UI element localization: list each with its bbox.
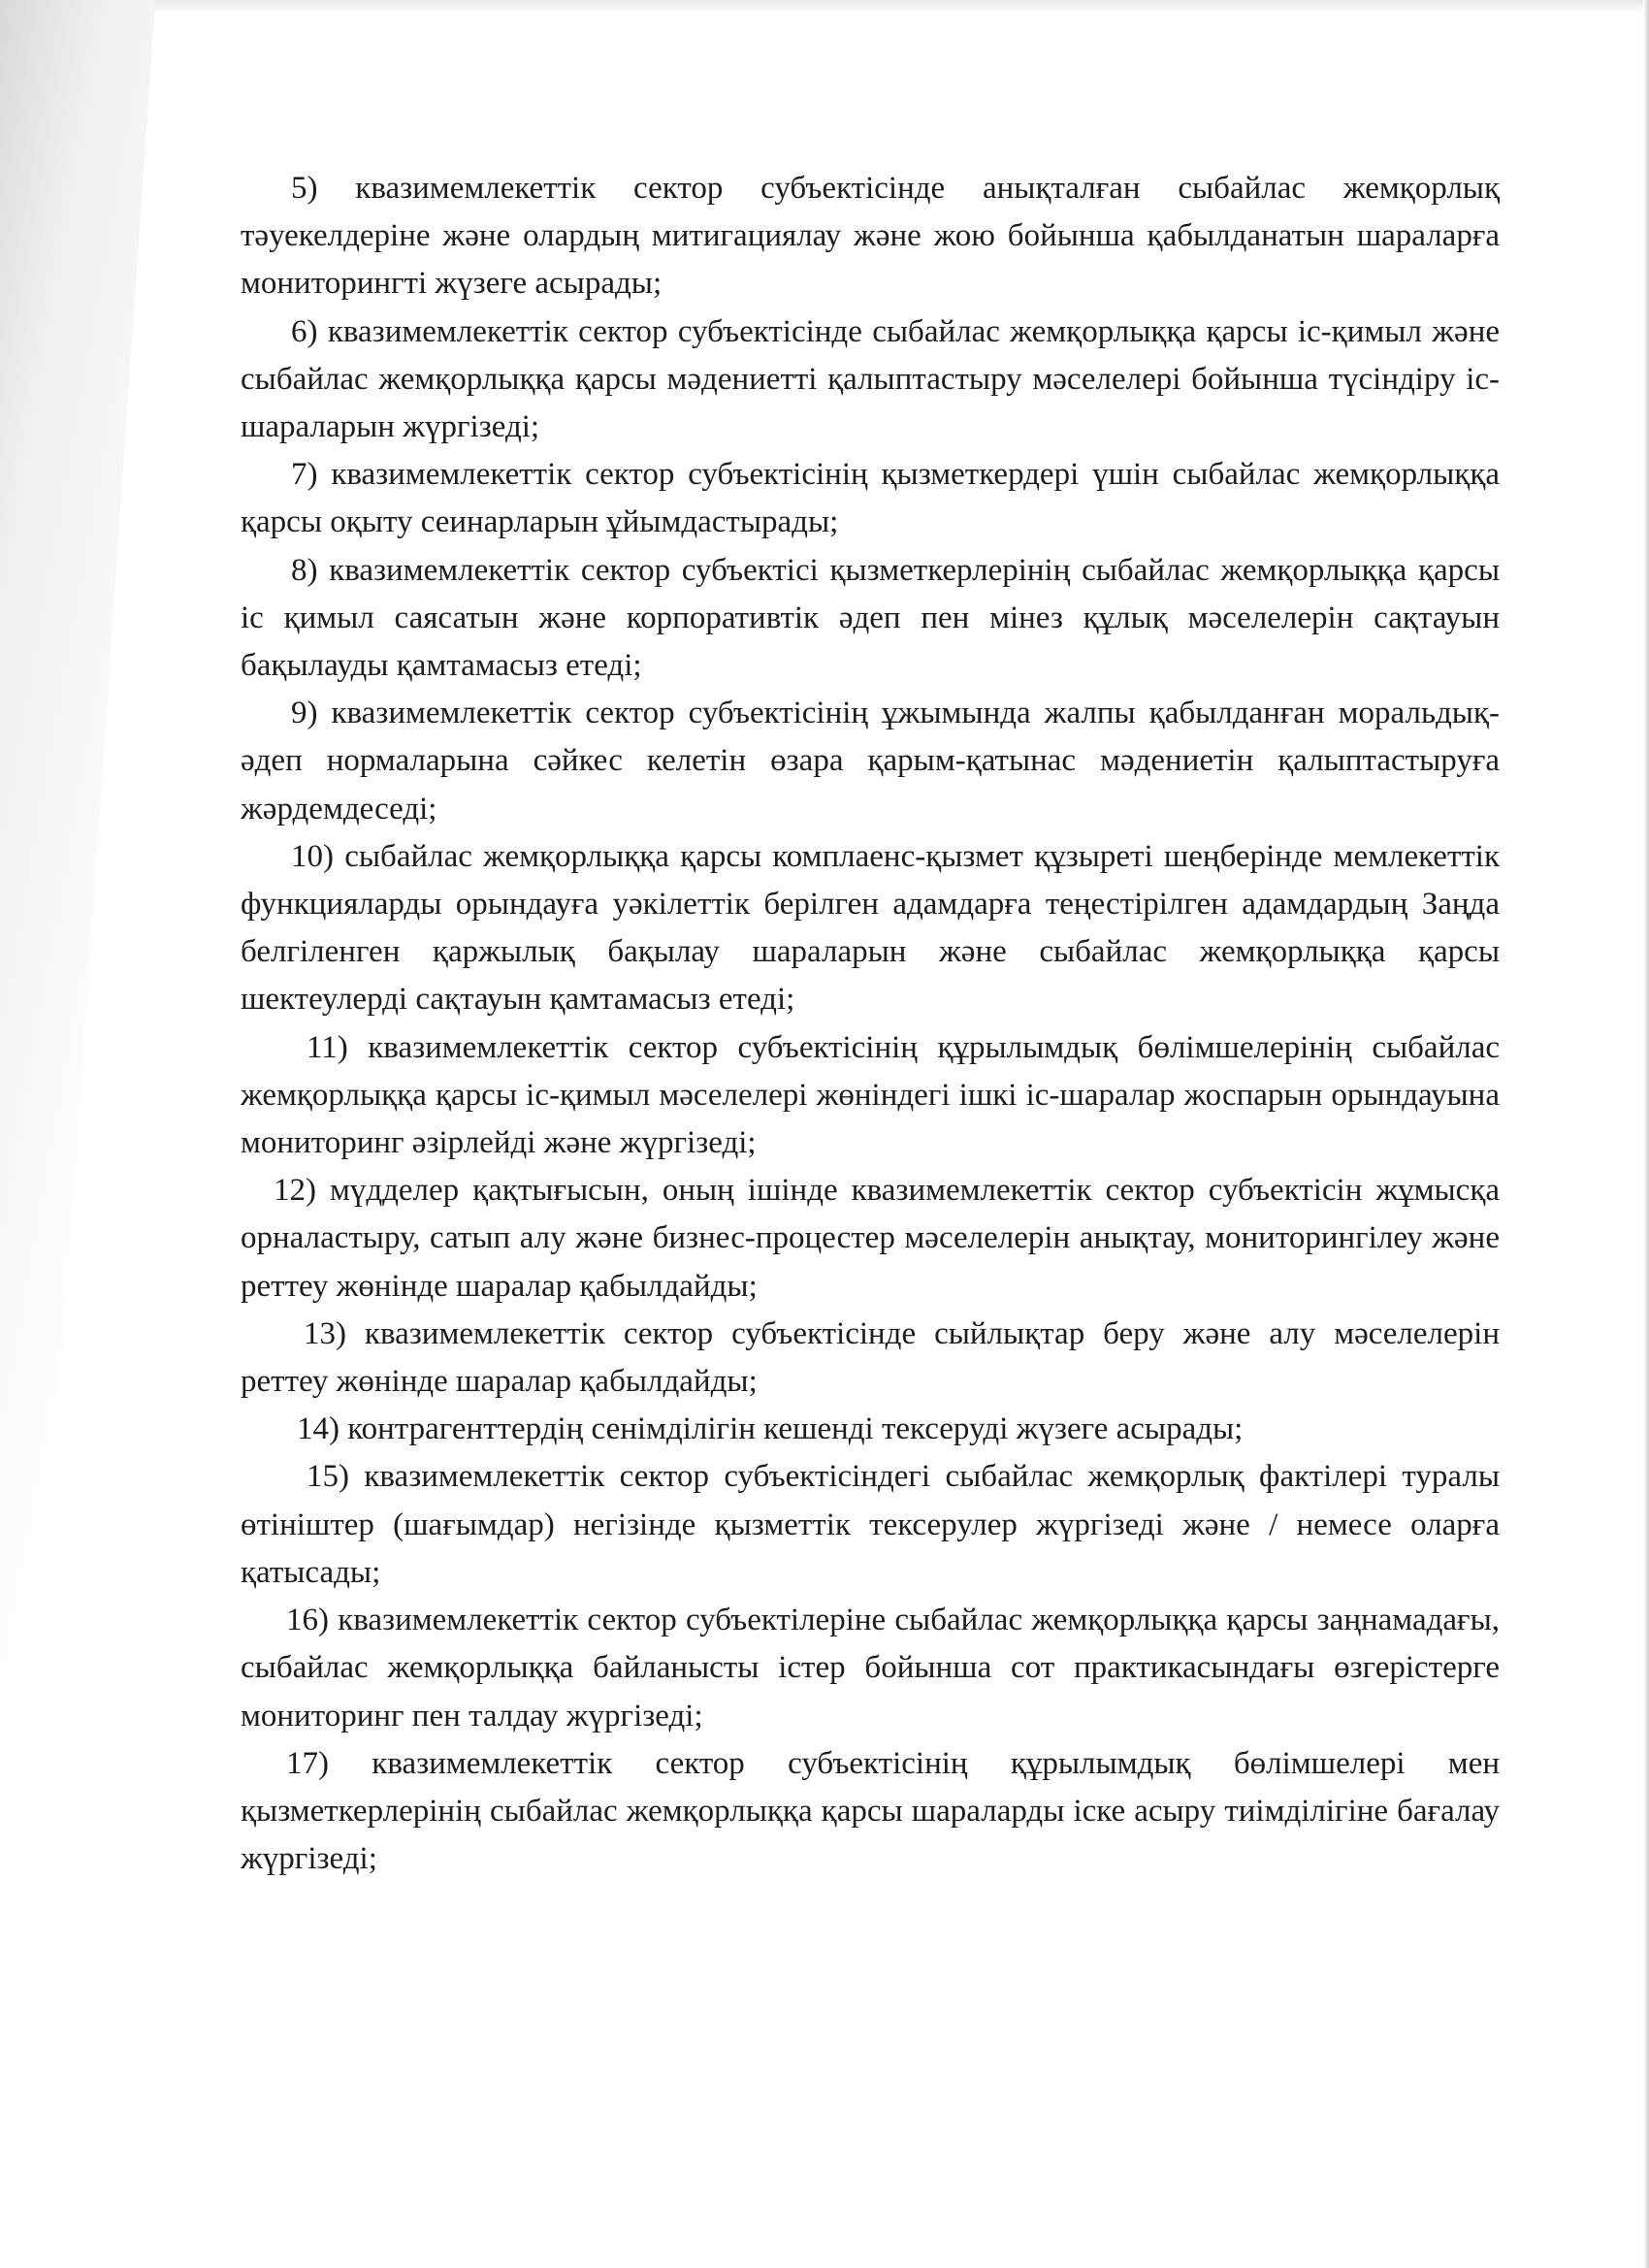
scan-shadow-top	[0, 0, 1649, 14]
list-item-10: 10) сыбайлас жемқорлыққа қарсы комплаенс-қызмет құзыреті шеңберінде мемлекеттік функцияларды орындауға уәкілеттік берілген адамдарға теңестірілген адамдардың Заңда белгіленген қаржылық бақылау шараларын және сыбайлас жемқорлыққа қарсы шектеулерді сақтауын қамтамасыз етеді;	[241, 838, 1500, 1018]
document-body	[241, 165, 1500, 1883]
scan-shadow-left	[0, 0, 155, 2268]
list-item-15: 15) квазимемлекеттік сектор субъектісіндегі сыбайлас жемқорлық фактілері туралы өтініштер (шағымдар) негізінде қызметтік тексерулер жүргізеді және / немесе оларға қатысады;	[241, 1459, 1500, 1590]
list-item-5: 5) квазимемлекеттік сектор субъектісінде анықталған сыбайлас жемқорлық тәуекелдеріне және олардың митигациялау және жою бойынша қабылданатын шараларға мониторингті жүзеге асырады;	[241, 171, 1500, 302]
list-item-8: 8) квазимемлекеттік сектор субъектісі қызметкерлерінің сыбайлас жемқорлыққа қарсы іс қимыл саясатын және корпоративтік әдеп пен мінез құлық мәселелерін сақтауын бақылауды қамтамасыз етеді;	[241, 552, 1500, 684]
scan-shadow-right	[1643, 0, 1649, 2268]
list-item-14: 14) контрагенттердің сенімділігін кешенді тексеруді жүзеге асырады;	[297, 1411, 1244, 1447]
list-item-9: 9) квазимемлекеттік сектор субъектісінің ұжымында жалпы қабылданған моральдық-әдеп нормаларына сәйкес келетін өзара қарым-қатынас мәдениетін қалыптастыруға жәрдемдеседі;	[241, 696, 1500, 826]
list-item-17: 17) квазимемлекеттік сектор субъектісінің құрылымдық бөлімшелері мен қызметкерлерінің сыбайлас жемқорлыққа қарсы шараларды іске асыру тиімділігіне бағалау жүргізеді;	[241, 1745, 1500, 1877]
list-item-7: 7) квазимемлекеттік сектор субъектісінің қызметкердері үшін сыбайлас жемқорлыққа қарсы оқыту сеинарларын ұйымдастырады;	[241, 457, 1500, 540]
list-item-6: 6) квазимемлекеттік сектор субъектісінде сыбайлас жемқорлыққа қарсы іс-қимыл және сыбайлас жемқорлыққа қарсы мәдениетті қалыптастыру мәселелері бойынша түсіндіру іс-шараларын жүргізеді;	[241, 313, 1500, 445]
list-item-11: 11) квазимемлекеттік сектор субъектісінің құрылымдық бөлімшелерінің сыбайлас жемқорлыққа қарсы іс-қимыл мәселелері жөніндегі ішкі іс-шаралар жоспарын орындауына мониторинг әзірлейді және жүргізеді;	[241, 1029, 1500, 1161]
list-item-13: 13) квазимемлекеттік сектор субъектісінде сыйлықтар беру және алу мәселелерін реттеу жөнінде шаралар қабылдайды;	[241, 1315, 1500, 1400]
list-item-16: 16) квазимемлекеттік сектор субъектілеріне сыбайлас жемқорлыққа қарсы заңнамадағы, сыбайлас жемқорлыққа байланысты істер бойынша сот практикасындағы өзгерістерге мониторинг пен талдау жүргізеді;	[241, 1603, 1500, 1733]
list-item-12: 12) мүдделер қақтығысын, оның ішінде квазимемлекеттік сектор субъектісін жұмысқа орналастыру, сатып алу және бизнес-процестер мәселелерін анықтау, мониторингілеу және реттеу жөнінде шаралар қабылдайды;	[241, 1173, 1500, 1304]
